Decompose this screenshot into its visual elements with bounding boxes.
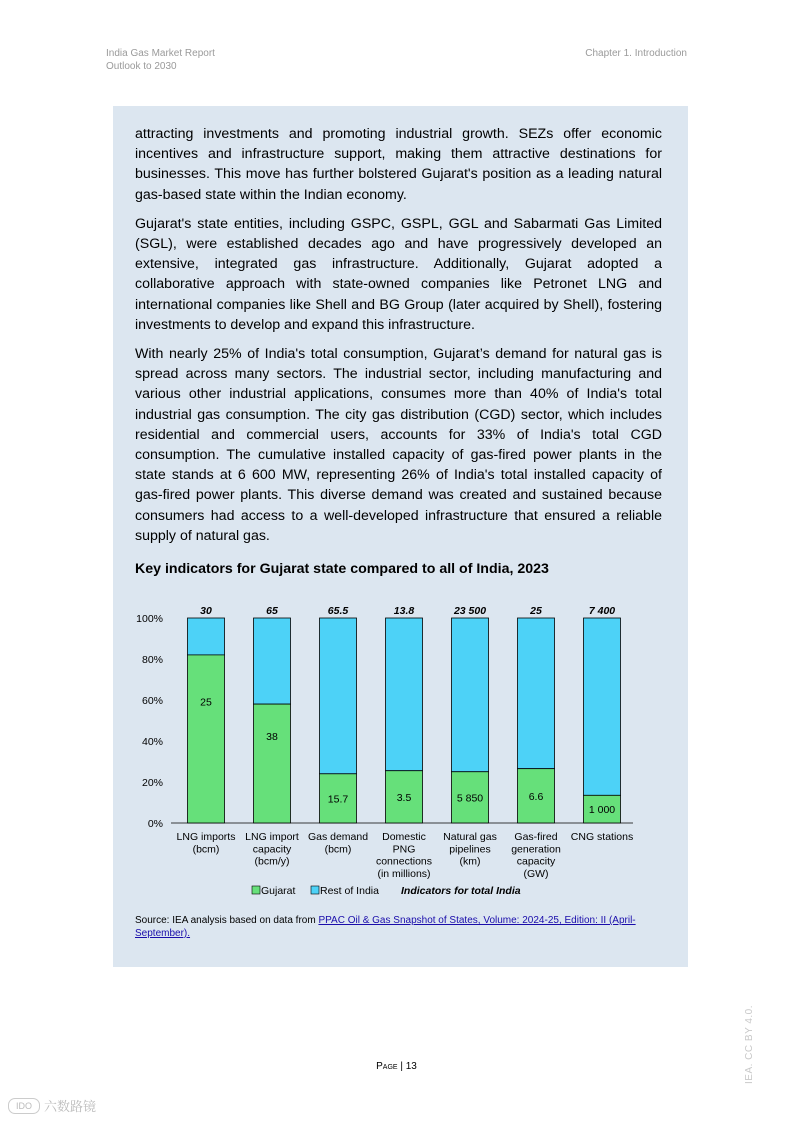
x-category-label: Domestic [382, 831, 426, 843]
paragraph-2: Gujarat's state entities, including GSPC, GSPL, GGL and Sabarmati Gas Limited (SGL), were established decades ago and have progressively developed an extensive, integrated gas infrastructure. Additionally, Gujarat adopted a collaborative approach with state-owned companies like Petronet LNG and international companies like Shell and BG Group (later acquired by Shell), fostering investments to develop and expand this infrastructure. [135, 215, 662, 333]
body-text [135, 124, 662, 555]
x-category-label: PNG [392, 843, 416, 856]
x-category-label: connections [375, 855, 433, 868]
page-label: Page [376, 1061, 398, 1072]
bar-rest-of-india [386, 618, 423, 771]
bar-gujarat [254, 704, 291, 823]
bar-rest-of-india [452, 618, 489, 772]
x-category-label: (bcm) [192, 843, 220, 856]
bar-rest-of-india [188, 618, 225, 655]
gujarat-value-label: 5 850 [456, 792, 484, 805]
bar-rest-of-india [584, 618, 621, 795]
x-category-label: CNG stations [570, 831, 634, 843]
gujarat-value-label: 6.6 [528, 790, 544, 803]
watermark-logo: IDO [8, 1098, 40, 1114]
x-category-label: (bcm) [324, 843, 352, 856]
source-link[interactable]: PPAC Oil & Gas Snapshot of States, Volume: 2024-25, Edition: II (April-September). [135, 915, 636, 939]
bar-rest-of-india [254, 618, 291, 704]
chapter-title: Chapter 1. Introduction [585, 48, 687, 59]
y-tick-label: 80% [141, 654, 163, 666]
page-separator: | [400, 1061, 403, 1072]
legend-label-gujarat: Gujarat [261, 885, 296, 897]
y-tick-label: 100% [136, 613, 163, 625]
bar-rest-of-india [518, 618, 555, 769]
stacked-bar-chart [113, 596, 688, 911]
gujarat-value-label: 25 [200, 696, 212, 709]
paragraph-3: With nearly 25% of India's total consumption, Gujarat’s demand for natural gas is spread across many sectors. The industrial sector, including manufacturing and various other industrial applications, consumes more than 40% of India's total industrial gas consumption. The city gas distribution (CGD) sector, which includes residential and commercial users, accounts for 33% of India's total CGD consumption. The cumulative installed capacity of gas-fired power plants in the state stands at 6 600 MW, representing 26% of India's total installed capacity of gas-fired power plants. This diverse demand was created and sustained because consumers had access to a well-developed infrastructure that ensured a reliable supply of natural gas. [135, 346, 662, 544]
report-subtitle: Outlook to 2030 [106, 61, 177, 72]
legend-swatch-gujarat [252, 886, 260, 894]
x-category-label: pipelines [449, 843, 491, 856]
source-note [135, 914, 665, 940]
total-india-label: 7 400 [588, 605, 616, 617]
x-category-label: (bcm/y) [254, 855, 290, 868]
license-note: IEA. CC BY 4.0. [744, 1004, 755, 1084]
x-category-label: capacity [516, 855, 556, 868]
gujarat-value-label: 38 [266, 730, 278, 743]
y-tick-label: 60% [141, 695, 163, 707]
source-prefix: Source: IEA analysis based on data from [135, 915, 319, 926]
total-india-label: 23 500 [453, 605, 487, 617]
x-category-label: (in millions) [377, 867, 431, 880]
legend-swatch-rest [311, 886, 319, 894]
gujarat-value-label: 1 000 [588, 804, 616, 817]
x-category-label: LNG import [245, 831, 299, 843]
total-india-label: 13.8 [393, 605, 415, 617]
x-category-label: Gas demand [307, 831, 369, 843]
total-india-label: 30 [200, 605, 212, 617]
gujarat-value-label: 15.7 [327, 793, 349, 806]
paragraph-1: attracting investments and promoting industrial growth. SEZs offer economic incentives and infrastructure support, making them attractive destinations for businesses. This move has further bolstered Gujarat's position as a leading natural gas-based state within the Indian economy. [135, 126, 662, 203]
watermark [8, 1096, 96, 1115]
x-category-label: capacity [252, 843, 292, 856]
x-category-label: generation [511, 843, 561, 856]
report-title: India Gas Market Report [106, 48, 215, 59]
content-box [113, 106, 688, 967]
gujarat-value-label: 3.5 [396, 791, 412, 804]
x-category-label: (GW) [523, 867, 549, 880]
page-number: 13 [405, 1061, 417, 1072]
x-category-label: LNG imports [176, 831, 236, 843]
x-category-label: Natural gas [443, 831, 497, 843]
bar-gujarat [188, 655, 225, 823]
legend-label-rest: Rest of India [320, 885, 379, 897]
x-category-label: (km) [459, 855, 481, 868]
page-footer [0, 1061, 793, 1072]
legend-label-total: Indicators for total India [401, 885, 521, 897]
x-category-label: Gas-fired [514, 831, 558, 843]
running-header [106, 47, 215, 73]
y-tick-label: 40% [141, 736, 163, 748]
total-india-label: 65.5 [327, 605, 349, 617]
y-tick-label: 20% [141, 777, 163, 789]
y-tick-label: 0% [147, 818, 163, 830]
total-india-label: 65 [266, 605, 278, 617]
chart-title: Key indicators for Gujarat state compared to all of India, 2023 [135, 561, 549, 577]
watermark-text: 六数路镜 [44, 1099, 97, 1114]
total-india-label: 25 [530, 605, 542, 617]
bar-rest-of-india [320, 618, 357, 774]
